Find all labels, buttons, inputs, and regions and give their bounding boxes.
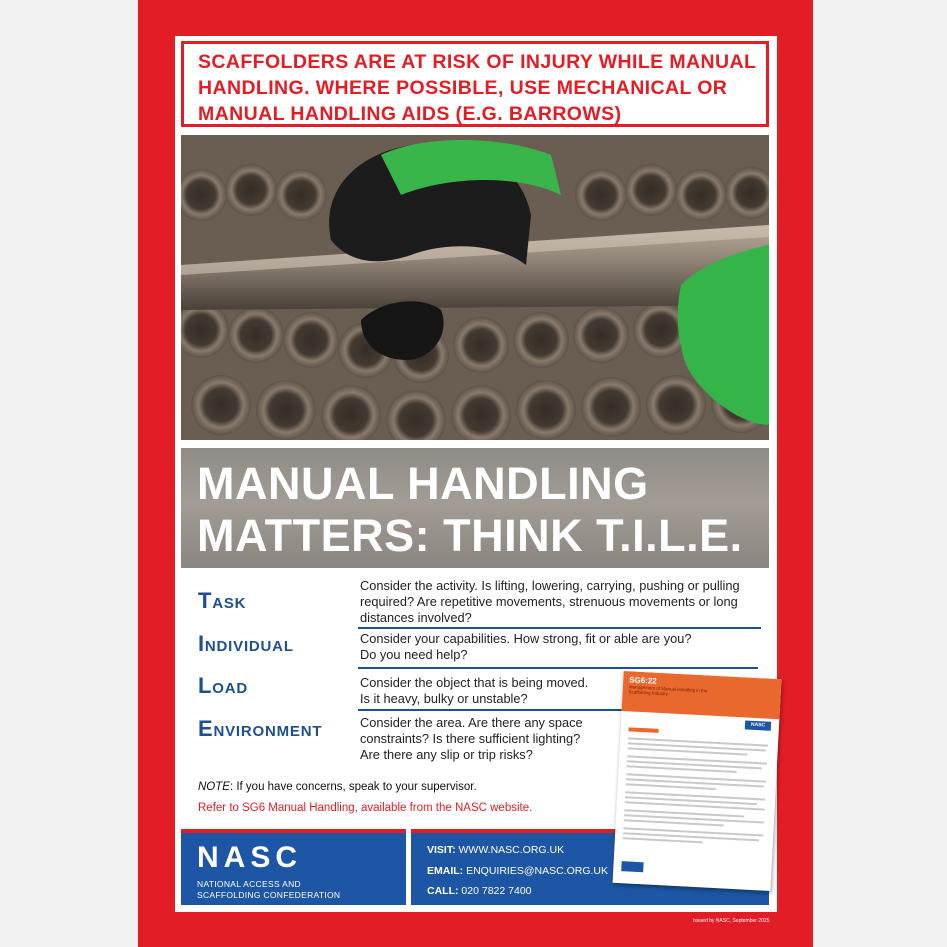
contact-visit [427, 844, 564, 856]
tile-desc-task-line-1: Consider the activity. Is lifting, lowering, carrying, pushing or pulling [360, 578, 740, 593]
nasc-logo-subtitle-line-1: NATIONAL ACCESS AND [197, 879, 301, 889]
divider [358, 627, 761, 629]
website-link[interactable]: WWW.NASC.ORG.UK [458, 844, 565, 856]
warning-headline-line-1: SCAFFOLDERS ARE AT RISK OF INJURY WHILE MANUAL [198, 51, 757, 73]
warning-headline-line-2: HANDLING. WHERE POSSIBLE, USE MECHANICAL OR [198, 77, 728, 99]
note-body: : If you have concerns, speak to your supervisor. [229, 781, 477, 793]
tile-desc-individual-line-1: Consider your capabilities. How strong, fit or able are you? [360, 631, 692, 646]
tile-desc-individual-line-2: Do you need help? [360, 647, 468, 662]
tile-desc-environment-line-2: constraints? Is there sufficient lighting? [360, 731, 581, 746]
tile-word-individual: Individual [198, 631, 294, 656]
document-nasc-badge: NASC [745, 720, 771, 730]
tile-desc-task-line-3: distances involved? [360, 610, 472, 625]
contact-call [427, 885, 532, 897]
nasc-logo-panel [181, 829, 406, 905]
gloved-hands-lifting-scaffold-tube-photo [181, 135, 769, 440]
nasc-logo: NASC [197, 841, 303, 874]
nasc-logo-subtitle-line-2: SCAFFOLDING CONFEDERATION [197, 890, 341, 900]
divider [358, 709, 628, 711]
poster-title-line-1: MANUAL HANDLING [197, 458, 649, 509]
sg6-guidance-document-thumbnail [613, 671, 782, 891]
call-label: CALL: [427, 885, 459, 897]
visit-label: VISIT: [427, 844, 456, 856]
phone-number: 020 7822 7400 [461, 885, 532, 897]
tile-word-task: Task [198, 588, 247, 613]
tile-desc-task [360, 578, 765, 626]
tile-desc-task-line-2: required? Are repetitive movements, strenuous movements or long [360, 594, 738, 609]
poster-title [197, 458, 743, 562]
note-label: NOTE [198, 781, 230, 793]
photo-illustration [181, 135, 769, 440]
email-label: EMAIL: [427, 865, 464, 877]
tile-word-environment: Environment [198, 716, 323, 741]
tile-desc-environment-line-1: Consider the area. Are there any space [360, 715, 583, 730]
note-text [198, 781, 477, 793]
poster-title-line-2: MATTERS: THINK T.I.L.E. [197, 510, 743, 561]
reference-text: Refer to SG6 Manual Handling, available from the NASC website. [198, 802, 533, 814]
document-text-lines [613, 711, 780, 891]
nasc-logo-subtitle [197, 879, 340, 901]
contact-email [427, 865, 608, 877]
warning-headline-line-3: MANUAL HANDLING AIDS (E.G. BARROWS) [198, 103, 622, 125]
title-band [181, 448, 769, 568]
tile-desc-environment-line-3: Are there any slip or trip risks? [360, 747, 533, 762]
warning-headline-box [181, 41, 769, 127]
divider [358, 667, 758, 669]
tile-word-load: Load [198, 673, 248, 698]
tile-desc-individual [360, 631, 765, 663]
document-title: Management of Manual Handling in the Scaffolding Industry [628, 684, 708, 697]
tile-desc-load-line-2: Is it heavy, bulky or unstable? [360, 691, 528, 706]
tile-desc-load-line-1: Consider the object that is being moved. [360, 675, 589, 690]
email-link[interactable]: ENQUIRIES@NASC.ORG.UK [466, 865, 609, 877]
issue-footnote: Issued by NASC, September 2025 [693, 918, 770, 924]
document-code: SG6:22 [628, 675, 657, 686]
